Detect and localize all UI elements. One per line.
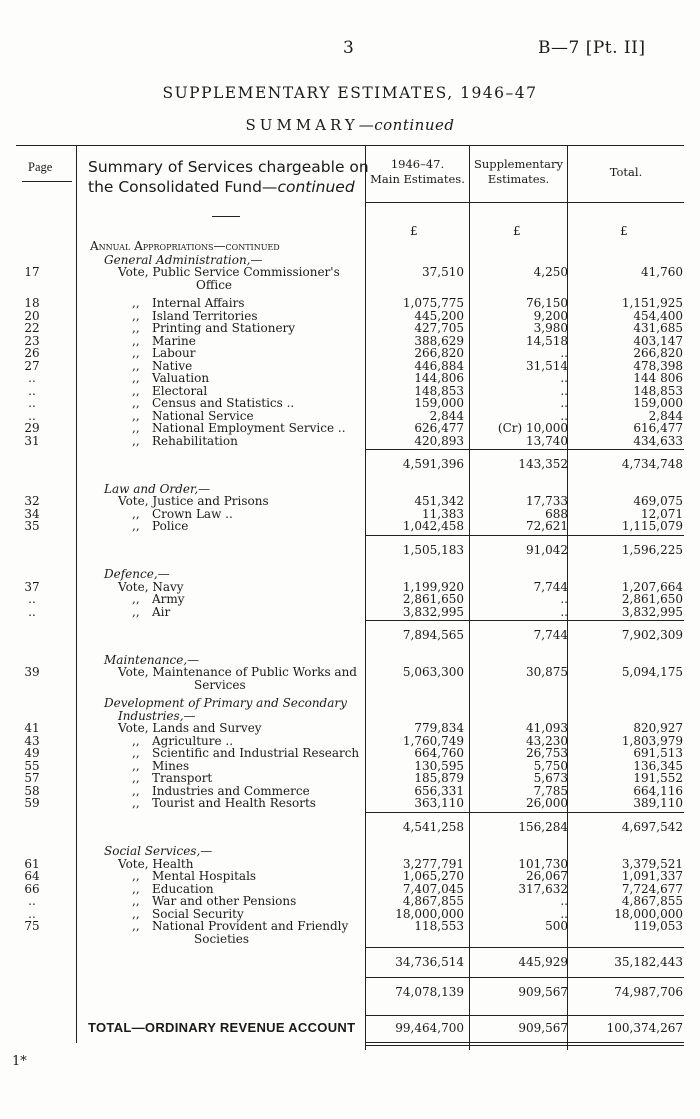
row-total: 2,844	[648, 408, 683, 423]
row-main-estimates: 1,760,749	[402, 733, 464, 748]
subtitle-continued: —continued	[358, 116, 455, 134]
header-bottom-rule	[366, 202, 684, 203]
row-total: 5,094,175	[621, 665, 683, 679]
row-supplementary: 13,740	[526, 433, 568, 448]
row-page-ref: 66	[24, 881, 40, 896]
subtotal-total: 4,697,542	[621, 819, 683, 834]
ditto-mark: ,,	[132, 906, 140, 921]
row-total: 136,345	[633, 758, 683, 773]
row-main-estimates: 420,893	[414, 433, 464, 448]
row-supplementary: ..	[560, 604, 568, 619]
row-supplementary: ..	[560, 371, 568, 385]
ditto-mark: ,,	[132, 358, 140, 373]
row-total: 1,151,925	[621, 296, 683, 310]
section-heading: Social Services,—	[104, 844, 213, 858]
row-main-estimates: 7,407,045	[402, 881, 464, 896]
row-main-estimates: 363,110	[414, 796, 464, 810]
table-top-rule	[16, 145, 684, 146]
subtotal-total: 7,902,309	[621, 628, 683, 642]
row-main-estimates: 626,477	[414, 421, 464, 435]
summary-divider-dash	[212, 216, 240, 217]
row-supplementary: 7,785	[533, 783, 568, 798]
row-description: War and other Pensions	[152, 894, 297, 908]
summary-header-line1: Summary of Services chargeable on	[88, 158, 369, 176]
row-page-ref: 34	[24, 506, 40, 521]
ditto-mark: ,,	[132, 796, 140, 810]
currency-total: £	[620, 224, 628, 238]
row-page-ref: 31	[24, 433, 40, 448]
ditto-mark: ,,	[132, 408, 140, 423]
row-main-estimates: 144,806	[414, 371, 464, 385]
row-supplementary: ..	[560, 396, 568, 410]
row-description: Mines	[152, 758, 190, 773]
subtotal-total: 4,734,748	[621, 457, 683, 471]
row-supplementary: 76,150	[526, 296, 568, 310]
ditto-mark: ,,	[132, 296, 140, 310]
total-main-estimates: 99,464,700	[395, 1021, 464, 1035]
row-description: Internal Affairs	[152, 296, 245, 310]
row-main-estimates: 2,861,650	[402, 592, 464, 606]
row-page-ref: 26	[24, 346, 40, 360]
row-description-continued: Services	[194, 677, 246, 692]
ditto-mark: ,,	[132, 333, 140, 348]
row-description: Army	[152, 592, 185, 606]
row-page-ref: ..	[28, 894, 36, 908]
row-total: 18,000,000	[614, 906, 683, 921]
row-description: Native	[152, 358, 193, 373]
row-description: Vote, Health	[118, 856, 194, 871]
row-page-ref: ..	[28, 371, 36, 385]
row-page-ref: 75	[24, 919, 40, 933]
row-supplementary: 72,621	[526, 519, 568, 533]
row-page-ref: 20	[24, 308, 40, 323]
subtotal-supplementary: 156,284	[518, 819, 568, 834]
row-page-ref: 41	[24, 721, 40, 735]
row-supplementary: 41,093	[526, 721, 568, 735]
row-main-estimates: 779,834	[414, 721, 464, 735]
row-supplementary: 17,733	[526, 494, 568, 508]
subtotal-total: 35,182,443	[614, 955, 683, 969]
row-main-estimates: 37,510	[422, 265, 464, 279]
row-total: 469,075	[633, 494, 683, 508]
section-heading: Development of Primary and Secondary	[104, 696, 347, 710]
row-total: 478,398	[633, 358, 683, 373]
subtotal-main-estimates: 4,591,396	[402, 457, 464, 471]
ditto-mark: ,,	[132, 758, 140, 773]
summary-header-line2: the Consolidated Fund—continued	[88, 178, 355, 196]
ditto-mark: ,,	[132, 346, 140, 360]
row-description: Vote, Public Service Commissioner's	[118, 265, 340, 279]
row-total: 664,116	[633, 783, 683, 798]
subtotal-rule	[366, 535, 684, 536]
row-description: Labour	[152, 346, 196, 360]
row-supplementary: ..	[560, 346, 568, 360]
total-bottom-rule	[366, 1042, 684, 1043]
column-header-page: Page	[28, 160, 53, 174]
row-main-estimates: 5,063,300	[402, 665, 464, 679]
row-supplementary: 26,000	[526, 796, 568, 810]
total-label: TOTAL—ORDINARY REVENUE ACCOUNT	[88, 1020, 356, 1035]
row-total: 3,379,521	[621, 856, 683, 871]
row-supplementary: ..	[560, 894, 568, 908]
row-supplementary: 500	[545, 919, 568, 933]
ditto-mark: ,,	[132, 433, 140, 448]
page-number: 3	[343, 38, 354, 58]
row-page-ref: 49	[24, 746, 40, 760]
row-total: 3,832,995	[621, 604, 683, 619]
row-main-estimates: 451,342	[414, 494, 464, 508]
row-total: 12,071	[641, 506, 683, 521]
row-total: 454,400	[633, 308, 683, 323]
row-main-estimates: 388,629	[414, 333, 464, 348]
row-description: Rehabilitation	[152, 433, 238, 448]
row-main-estimates: 4,867,855	[402, 894, 464, 908]
row-supplementary: 26,753	[526, 746, 568, 760]
row-page-ref: 29	[24, 421, 40, 435]
row-page-ref: 22	[24, 321, 40, 335]
ditto-mark: ,,	[132, 869, 140, 883]
subtotal-main-estimates: 1,505,183	[402, 542, 464, 557]
subtitle-main: SUMMARY	[245, 116, 359, 134]
ditto-mark: ,,	[132, 919, 140, 933]
row-main-estimates: 1,065,270	[402, 869, 464, 883]
section-heading: General Administration,—	[104, 252, 263, 267]
subtotal-rule	[366, 812, 684, 813]
row-total: 7,724,677	[621, 881, 683, 896]
row-description: Scientific and Industrial Research	[152, 746, 360, 760]
row-main-estimates: 148,853	[414, 383, 464, 398]
row-main-estimates: 446,884	[414, 358, 464, 373]
ditto-mark: ,,	[132, 881, 140, 896]
subtotal-main-estimates: 74,078,139	[395, 984, 464, 999]
row-supplementary: ..	[560, 906, 568, 921]
row-supplementary: ..	[560, 383, 568, 398]
row-page-ref: 55	[24, 758, 40, 773]
row-total: 41,760	[641, 265, 683, 279]
ditto-mark: ,,	[132, 783, 140, 798]
ditto-mark: ,,	[132, 604, 140, 619]
row-description: Police	[152, 519, 189, 533]
row-main-estimates: 11,383	[422, 506, 464, 521]
row-page-ref: 43	[24, 733, 40, 748]
row-main-estimates: 118,553	[414, 919, 464, 933]
row-page-ref: 27	[24, 358, 40, 373]
row-total: 431,685	[633, 321, 683, 335]
row-description: Transport	[152, 771, 213, 785]
row-main-estimates: 159,000	[414, 396, 464, 410]
row-page-ref: 39	[24, 665, 40, 679]
row-supplementary: ..	[560, 408, 568, 423]
row-page-ref: 57	[24, 771, 40, 785]
row-description: Vote, Justice and Prisons	[118, 494, 269, 508]
section-heading: Maintenance,—	[104, 652, 200, 667]
subtotal-rule	[366, 977, 684, 978]
ditto-mark: ,,	[132, 746, 140, 760]
ditto-mark: ,,	[132, 506, 140, 521]
row-description: Vote, Maintenance of Public Works and	[118, 665, 357, 679]
subtotal-main-estimates: 4,541,258	[402, 819, 464, 834]
ditto-mark: ,,	[132, 383, 140, 398]
subtotal-main-estimates: 34,736,514	[395, 955, 464, 969]
row-main-estimates: 1,042,458	[402, 519, 464, 533]
row-total: 1,803,979	[621, 733, 683, 748]
subtotal-total: 1,596,225	[621, 542, 683, 557]
row-supplementary: 101,730	[518, 856, 568, 871]
row-total: 119,053	[633, 919, 683, 933]
row-main-estimates: 266,820	[414, 346, 464, 360]
ditto-mark: ,,	[132, 519, 140, 533]
row-supplementary: 3,980	[533, 321, 568, 335]
column-header-main-estimates: 1946–47. Main Estimates.	[370, 157, 465, 186]
row-supplementary: 26,067	[526, 869, 568, 883]
row-description: National Employment Service ..	[152, 421, 346, 435]
row-page-ref: 17	[24, 265, 40, 279]
total-bottom-rule-2	[366, 1045, 684, 1046]
row-description: Electoral	[152, 383, 208, 398]
subtotal-supplementary: 909,567	[518, 984, 568, 999]
row-page-ref: 59	[24, 796, 40, 810]
ditto-mark: ,,	[132, 371, 140, 385]
row-main-estimates: 18,000,000	[395, 906, 464, 921]
page-title: SUPPLEMENTARY ESTIMATES, 1946–47	[162, 84, 538, 102]
ditto-mark: ,,	[132, 733, 140, 748]
row-total: 820,927	[633, 721, 683, 735]
row-main-estimates: 3,277,791	[402, 856, 464, 871]
section-heading: Industries,—	[118, 708, 196, 723]
subtotal-total: 74,987,706	[614, 984, 683, 999]
currency-main: £	[410, 224, 418, 238]
row-page-ref: 18	[24, 296, 40, 310]
document-reference: B—7 [Pt. II]	[538, 38, 646, 58]
row-description-continued: Office	[196, 277, 233, 292]
row-page-ref: ..	[28, 592, 36, 606]
subtotal-rule	[366, 947, 684, 948]
row-page-ref: ..	[28, 604, 36, 619]
column-header-total: Total.	[609, 165, 643, 179]
total-top-rule	[366, 1015, 684, 1016]
ditto-mark: ,,	[132, 308, 140, 323]
row-total: 159,000	[633, 396, 683, 410]
row-description: Marine	[152, 333, 196, 348]
row-supplementary: 30,875	[526, 665, 568, 679]
column-header-summary	[88, 157, 369, 197]
row-description: National Service	[152, 408, 254, 423]
section-heading: Annual Appropriations—continued	[90, 239, 280, 253]
row-supplementary: 14,518	[526, 333, 568, 348]
row-main-estimates: 1,199,920	[402, 579, 464, 594]
row-main-estimates: 1,075,775	[402, 296, 464, 310]
row-description: National Provident and Friendly	[152, 919, 349, 933]
row-main-estimates: 656,331	[414, 783, 464, 798]
row-description: Island Territories	[152, 308, 258, 323]
row-main-estimates: 3,832,995	[402, 604, 464, 619]
row-page-ref: 35	[24, 519, 40, 533]
page-subtitle	[0, 116, 700, 134]
subtotal-rule	[366, 620, 684, 621]
row-description: Mental Hospitals	[152, 869, 257, 883]
ditto-mark: ,,	[132, 894, 140, 908]
subtotal-supplementary: 143,352	[518, 457, 568, 471]
row-description: Education	[152, 881, 214, 896]
row-page-ref: 23	[24, 333, 40, 348]
ditto-mark: ,,	[132, 771, 140, 785]
row-total: 1,115,079	[621, 519, 683, 533]
row-supplementary: 5,750	[533, 758, 568, 773]
row-description: Vote, Lands and Survey	[118, 721, 262, 735]
row-total: 4,867,855	[621, 894, 683, 908]
row-total: 2,861,650	[621, 592, 683, 606]
row-page-ref: 61	[24, 856, 40, 871]
row-main-estimates: 185,879	[414, 771, 464, 785]
row-page-ref: 32	[24, 494, 40, 508]
row-page-ref: ..	[28, 408, 36, 423]
row-main-estimates: 2,844	[429, 408, 464, 423]
row-total: 148,853	[633, 383, 683, 398]
row-total: 691,513	[633, 746, 683, 760]
row-total: 389,110	[633, 796, 683, 810]
subtotal-supplementary: 91,042	[526, 542, 568, 557]
footnote-mark: 1*	[12, 1054, 27, 1069]
col-rule-page	[76, 145, 77, 1043]
ditto-mark: ,,	[132, 321, 140, 335]
row-description: Industries and Commerce	[152, 783, 310, 798]
subtotal-main-estimates: 7,894,565	[402, 628, 464, 642]
row-description: Vote, Navy	[118, 579, 184, 594]
row-main-estimates: 130,595	[414, 758, 464, 773]
row-supplementary: 9,200	[533, 308, 568, 323]
row-description: Air	[152, 604, 171, 619]
row-main-estimates: 427,705	[414, 321, 464, 335]
section-heading: Defence,—	[104, 567, 170, 581]
row-supplementary: 7,744	[533, 579, 568, 594]
section-heading: Law and Order,—	[104, 481, 211, 496]
row-total: 144 806	[633, 371, 683, 385]
row-page-ref: ..	[28, 396, 36, 410]
row-description: Printing and Stationery	[152, 321, 296, 335]
row-main-estimates: 664,760	[414, 746, 464, 760]
row-page-ref: 64	[24, 869, 40, 883]
row-description: Social Security	[152, 906, 244, 921]
row-supplementary: (Cr) 10,000	[497, 421, 568, 435]
currency-supp: £	[513, 224, 521, 238]
row-supplementary: ..	[560, 592, 568, 606]
row-supplementary: 31,514	[526, 358, 568, 373]
subtotal-supplementary: 445,929	[518, 955, 568, 969]
row-main-estimates: 445,200	[414, 308, 464, 323]
total-supplementary: 909,567	[518, 1021, 568, 1035]
subtotal-supplementary: 7,744	[533, 628, 568, 642]
row-supplementary: 43,230	[526, 733, 568, 748]
row-page-ref: ..	[28, 906, 36, 921]
row-total: 266,820	[633, 346, 683, 360]
page-col-header-rule	[22, 181, 72, 182]
row-page-ref: ..	[28, 383, 36, 398]
row-total: 403,147	[633, 333, 683, 348]
row-description: Agriculture ..	[152, 733, 234, 748]
row-total: 616,477	[633, 421, 683, 435]
ditto-mark: ,,	[132, 592, 140, 606]
row-description-continued: Societies	[194, 931, 250, 946]
row-description: Census and Statistics ..	[152, 396, 295, 410]
row-total: 191,552	[633, 771, 683, 785]
row-page-ref: 37	[24, 579, 40, 594]
row-total: 434,633	[633, 433, 683, 448]
row-supplementary: 317,632	[518, 881, 568, 896]
row-description: Valuation	[152, 371, 210, 385]
row-total: 1,207,664	[621, 579, 683, 594]
row-total: 1,091,337	[621, 869, 683, 883]
row-supplementary: 4,250	[533, 265, 568, 279]
row-page-ref: 58	[24, 783, 40, 798]
ditto-mark: ,,	[132, 421, 140, 435]
row-description: Tourist and Health Resorts	[152, 796, 316, 810]
total-grand: 100,374,267	[606, 1021, 683, 1035]
row-supplementary: 5,673	[533, 771, 568, 785]
row-description: Crown Law ..	[152, 506, 233, 521]
subtotal-rule	[366, 449, 684, 450]
column-header-supplementary: Supplementary Estimates.	[473, 157, 564, 186]
ditto-mark: ,,	[132, 396, 140, 410]
row-supplementary: 688	[545, 506, 568, 521]
